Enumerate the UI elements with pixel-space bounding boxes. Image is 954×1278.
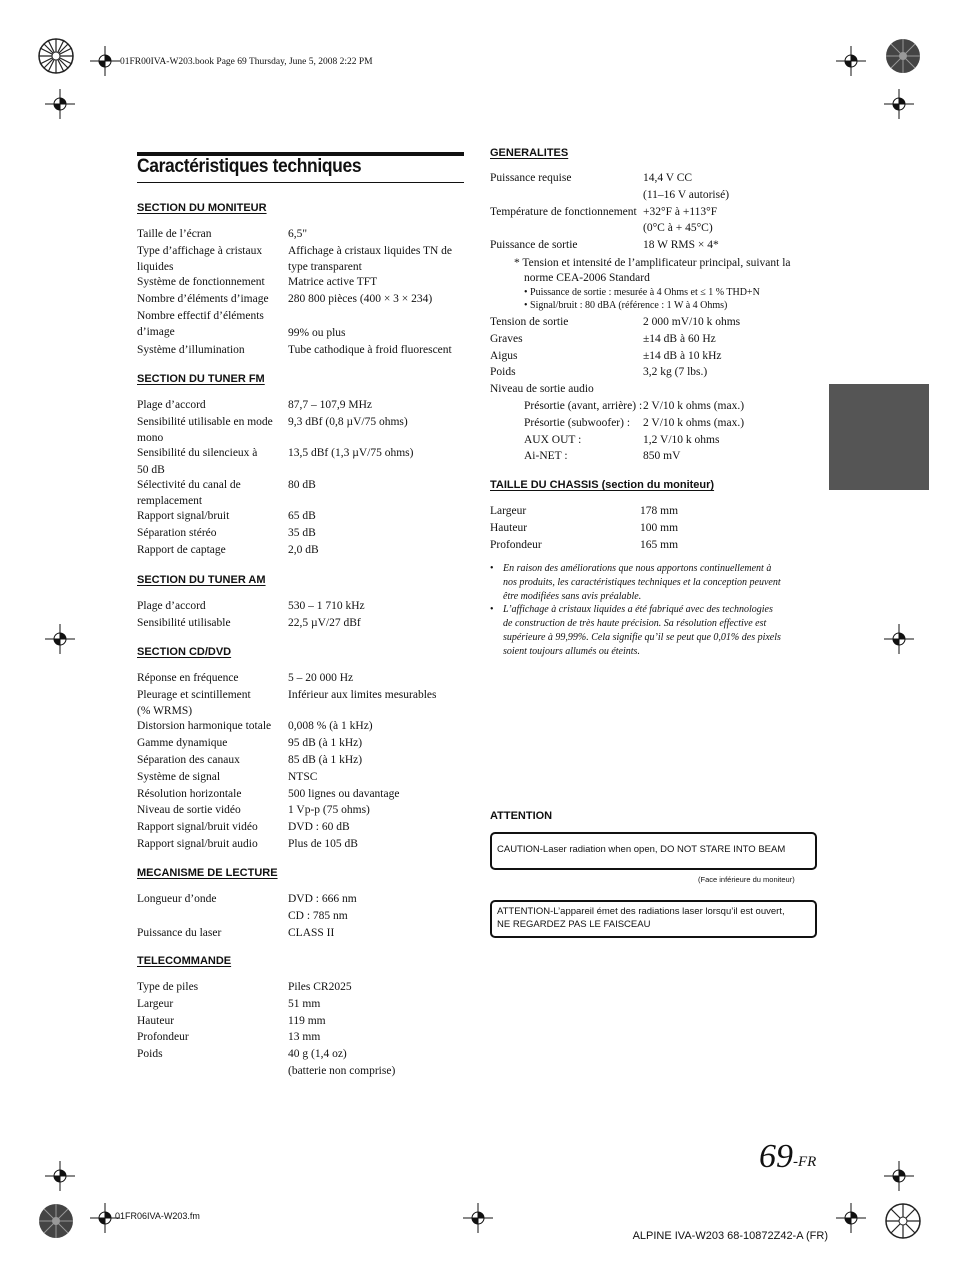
spec-label: Sensibilité utilisable — [137, 616, 231, 629]
spec-value: 850 mV — [643, 450, 681, 463]
spec-value: (batterie non comprise) — [288, 1065, 396, 1077]
section-heading-fm: SECTION DU TUNER FM — [137, 373, 265, 385]
spec-row — [137, 477, 467, 510]
spec-label: Distorsion harmonique totale — [137, 720, 272, 733]
caution-caption: (Face inférieure du moniteur) — [698, 875, 795, 884]
spec-row — [137, 291, 467, 308]
spec-value: NTSC — [288, 770, 318, 783]
spec-value-continued: (0°C à + 45°C) — [643, 222, 713, 234]
spec-label-continued: mono — [137, 432, 164, 445]
spec-value: 1 Vp-p (75 ohms) — [288, 804, 370, 817]
spec-label: Rapport signal/bruit vidéo — [137, 821, 258, 834]
file-info-header: 01FR00IVA-W203.book Page 69 Thursday, June 5, 2008 2:22 PM — [120, 57, 373, 67]
spec-row — [137, 325, 467, 342]
spec-row — [137, 891, 467, 908]
spec-value: 40 g (1,4 oz) — [288, 1048, 347, 1061]
spec-value: 3,2 kg (7 lbs.) — [643, 366, 708, 379]
attention-text-line-2: NE REGARDEZ PAS LE FAISCEAU — [497, 919, 651, 930]
section-heading-am: SECTION DU TUNER AM — [137, 574, 266, 586]
registration-mark-top-right — [883, 36, 923, 76]
spec-label-continued: 50 dB — [137, 463, 165, 476]
spec-label: Type de piles — [137, 981, 199, 993]
attention-label-box — [490, 900, 817, 938]
crosshair-top-right-a — [836, 46, 866, 76]
spec-label: Niveau de sortie vidéo — [137, 804, 241, 817]
spec-row — [490, 381, 820, 398]
spec-label: Rapport signal/bruit — [137, 510, 230, 523]
spec-row — [137, 979, 467, 996]
spec-label: Séparation stéréo — [137, 527, 217, 540]
spec-row — [137, 542, 467, 559]
spec-value: Plus de 105 dB — [288, 837, 358, 850]
registration-mark-top-left — [36, 36, 76, 76]
spec-value: Affichage à cristaux liquides TN de — [288, 244, 453, 257]
spec-label: Graves — [490, 332, 523, 345]
spec-label: AUX OUT : — [524, 433, 582, 446]
spec-row — [490, 520, 820, 537]
spec-row — [137, 718, 467, 735]
spec-label-continued: (% WRMS) — [137, 705, 193, 718]
note-bullet: • — [490, 604, 494, 616]
spec-label: Puissance requise — [490, 172, 572, 184]
spec-value: Piles CR2025 — [288, 981, 352, 993]
spec-label: Profondeur — [137, 1031, 189, 1044]
note-line: En raison des améliorations que nous apportons continuellement à — [503, 563, 772, 574]
spec-label-continued: liquides — [137, 261, 174, 274]
spec-label: Sensibilité du silencieux à — [137, 447, 258, 460]
spec-label: Présortie (subwoofer) : — [524, 416, 631, 429]
spec-row — [137, 769, 467, 786]
spec-value: 119 mm — [288, 1014, 326, 1027]
spec-label: Plage d’accord — [137, 600, 206, 612]
section-heading-monitor: SECTION DU MONITEUR — [137, 202, 267, 214]
spec-value: 9,3 dBf (0,8 µV/75 ohms) — [288, 415, 408, 428]
note-line: nos produits, les caractéristiques techniques et la conception peuvent — [503, 576, 781, 588]
spec-row-power — [490, 170, 820, 187]
note-line: être modifiées sans avis préalable. — [503, 590, 642, 602]
spec-label: Type d’affichage à cristaux — [137, 244, 263, 257]
section-heading-general: GENERALITES — [490, 147, 569, 159]
spec-label: Nombre effectif d’éléments d’image — [137, 309, 264, 339]
spec-row-temperature — [490, 204, 820, 221]
spec-row — [137, 670, 467, 687]
spec-value: CLASS II — [288, 926, 335, 939]
spec-row — [137, 836, 467, 853]
spec-label: Puissance de sortie — [490, 239, 578, 251]
spec-row — [137, 397, 467, 414]
footer-model-code: ALPINE IVA-W203 68-10872Z42-A (FR) — [632, 1230, 828, 1242]
spec-value: +32°F à +113°F — [643, 206, 718, 218]
spec-value: 100 mm — [640, 521, 679, 534]
page-number: 69 — [759, 1138, 793, 1175]
crosshair-mid-left — [45, 624, 75, 654]
spec-value: CD : 785 nm — [288, 909, 348, 922]
spec-row — [137, 615, 467, 632]
spec-value: 22,5 µV/27 dBf — [288, 616, 361, 629]
spec-row — [137, 752, 467, 769]
attention-heading: ATTENTION — [490, 810, 553, 822]
spec-label: Système de signal — [137, 770, 221, 783]
spec-label: Gamme dynamique — [137, 737, 228, 750]
spec-value: 95 dB (à 1 kHz) — [288, 737, 363, 750]
section-heading-remote: TELECOMMANDE — [137, 955, 232, 967]
spec-row — [490, 331, 820, 348]
spec-value: 280 800 pièces (400 × 3 × 234) — [288, 293, 433, 306]
note-bullet: • — [490, 563, 494, 574]
spec-label: Réponse en fréquence — [137, 672, 239, 684]
spec-value: DVD : 666 nm — [288, 893, 357, 905]
spec-label: Présortie (avant, arrière) : — [524, 400, 643, 412]
title-rule-bottom — [137, 182, 464, 183]
crosshair-bottom-right-b — [884, 1161, 914, 1191]
footnote-bullet-2: • Signal/bruit : 80 dBA (référence : 1 W à 4 Ohms) — [524, 300, 728, 311]
spec-value-continued: type transparent — [288, 261, 362, 274]
spec-label: Rapport de captage — [137, 543, 226, 556]
spec-value: 35 dB — [288, 527, 316, 540]
spec-label: Hauteur — [490, 521, 528, 534]
spec-label: Séparation des canaux — [137, 753, 240, 766]
spec-value: 530 – 1 710 kHz — [288, 600, 365, 612]
note-line: supérieure à 99,99%. Cela signifie qu’il se peut que 0,01% des pixels — [503, 632, 781, 643]
spec-label-continued: remplacement — [137, 495, 203, 508]
spec-value: 2 000 mV/10 k ohms — [643, 316, 741, 328]
spec-value: 178 mm — [640, 505, 679, 517]
spec-row — [137, 687, 467, 720]
caution-text: CAUTION-Laser radiation when open, DO NOT STARE INTO BEAM — [497, 844, 786, 855]
spec-row — [137, 525, 467, 542]
note-line: L’affichage à cristaux liquides a été fabriqué avec des technologies — [503, 604, 773, 616]
spec-value: 51 mm — [288, 997, 321, 1010]
spec-label: Nombre d’éléments d’image — [137, 293, 269, 306]
spec-row — [137, 1029, 467, 1046]
caution-label-box — [490, 832, 817, 870]
spec-row — [490, 314, 820, 331]
spec-row — [137, 1046, 467, 1063]
spec-label: Largeur — [137, 997, 174, 1010]
spec-row — [137, 802, 467, 819]
footer-file-name: 01FR06IVA-W203.fm — [115, 1211, 200, 1221]
registration-mark-bottom-right — [883, 1201, 923, 1241]
registration-mark-bottom-left — [36, 1201, 76, 1241]
spec-value: 85 dB (à 1 kHz) — [288, 753, 363, 766]
page-number-suffix: -FR — [793, 1154, 817, 1170]
section-heading-chassis: TAILLE DU CHASSIS (section du moniteur) — [490, 479, 715, 491]
spec-row — [137, 786, 467, 803]
spec-row — [137, 445, 467, 478]
spec-row — [490, 503, 820, 520]
spec-row — [137, 1063, 467, 1080]
spec-label: Aigus — [490, 349, 518, 362]
crosshair-bottom-left-a — [45, 1161, 75, 1191]
crosshair-mid-right — [884, 624, 914, 654]
spec-value: Inférieur aux limites mesurables — [288, 688, 437, 701]
spec-value: DVD : 60 dB — [288, 821, 350, 834]
crosshair-top-right-b — [884, 89, 914, 119]
spec-value: 6,5" — [288, 228, 308, 240]
spec-row — [524, 432, 854, 449]
spec-label: Taille de l’écran — [137, 228, 212, 240]
spec-row — [490, 364, 820, 381]
spec-row — [137, 414, 467, 447]
spec-label: Système de fonctionnement — [137, 276, 265, 289]
spec-value: 500 lignes ou davantage — [288, 787, 400, 800]
spec-label: Largeur — [490, 505, 527, 517]
spec-row — [137, 342, 467, 359]
spec-row — [137, 735, 467, 752]
spec-row — [524, 415, 854, 432]
spec-row — [137, 226, 467, 243]
spec-value: ±14 dB à 60 Hz — [643, 332, 716, 345]
spec-label: Système d’illumination — [137, 343, 245, 356]
spec-row — [524, 448, 854, 465]
note-line: de construction de très haute précision. Sa résolution effective est — [503, 618, 767, 630]
spec-row — [137, 243, 467, 276]
spec-label: Température de fonctionnement — [490, 206, 637, 218]
spec-value: 13 mm — [288, 1031, 321, 1044]
spec-row-output-power — [490, 237, 820, 254]
spec-label: Hauteur — [137, 1014, 175, 1027]
crosshair-top-left-a — [90, 46, 120, 76]
spec-row — [137, 598, 467, 615]
spec-label: Longueur d’onde — [137, 893, 217, 905]
note-line: soient toujours allumés ou éteints. — [503, 645, 640, 657]
spec-value-continued: (11–16 V autorisé) — [643, 189, 730, 201]
footnote-line-2: norme CEA-2006 Standard — [524, 272, 650, 284]
spec-label: Plage d’accord — [137, 399, 206, 411]
spec-value: 165 mm — [640, 538, 679, 551]
spec-row — [137, 908, 467, 925]
spec-value: 99% ou plus — [288, 326, 346, 339]
spec-label: Tension de sortie — [490, 316, 569, 328]
section-heading-cd: SECTION CD/DVD — [137, 646, 232, 658]
spec-value: 2 V/10 k ohms (max.) — [643, 416, 745, 429]
page-title: Caractéristiques techniques — [137, 156, 362, 177]
spec-value: 0,008 % (à 1 kHz) — [288, 720, 373, 733]
spec-label: Ai-NET : — [524, 450, 568, 463]
spec-row — [524, 398, 854, 415]
spec-label: Puissance du laser — [137, 926, 222, 939]
spec-value: Matrice active TFT — [288, 276, 378, 289]
spec-value: ±14 dB à 10 kHz — [643, 349, 722, 362]
footnote-bullet-1: • Puissance de sortie : mesurée à 4 Ohms et ≤ 1 % THD+N — [524, 287, 760, 298]
spec-row — [137, 1013, 467, 1030]
spec-label: Pleurage et scintillement — [137, 688, 251, 701]
spec-row — [137, 819, 467, 836]
spec-label: Poids — [137, 1048, 163, 1061]
spec-row — [137, 274, 467, 291]
spec-value: 65 dB — [288, 510, 316, 523]
crosshair-top-left-b — [45, 89, 75, 119]
spec-label: Poids — [490, 366, 516, 379]
spec-value: 2 V/10 k ohms (max.) — [643, 400, 745, 412]
spec-value: 14,4 V CC — [643, 172, 693, 184]
spec-label: Rapport signal/bruit audio — [137, 837, 258, 850]
spec-value: 2,0 dB — [288, 543, 319, 556]
spec-label: Niveau de sortie audio — [490, 383, 594, 396]
spec-value: 13,5 dBf (1,3 µV/75 ohms) — [288, 447, 414, 460]
spec-value: Tube cathodique à froid fluorescent — [288, 343, 452, 356]
spec-value: 18 W RMS × 4* — [643, 239, 719, 251]
crosshair-bottom-right-a — [836, 1203, 866, 1233]
footnote-line-1: * Tension et intensité de l’amplificateur principal, suivant la — [514, 257, 791, 269]
spec-value: 1,2 V/10 k ohms — [643, 433, 720, 446]
spec-label: Résolution horizontale — [137, 787, 242, 800]
section-heading-reading: MECANISME DE LECTURE — [137, 867, 278, 879]
spec-label: Profondeur — [490, 538, 542, 551]
spec-row — [137, 925, 467, 942]
spec-row — [137, 996, 467, 1013]
spec-row — [137, 508, 467, 525]
spec-value: 5 – 20 000 Hz — [288, 672, 354, 684]
spec-value: 87,7 – 107,9 MHz — [288, 399, 373, 411]
spec-row — [490, 537, 820, 554]
crosshair-bottom-center — [463, 1203, 493, 1233]
spec-value: 80 dB — [288, 478, 316, 491]
spec-label: Sélectivité du canal de — [137, 478, 241, 491]
spec-label: Sensibilité utilisable en mode — [137, 415, 273, 428]
attention-text-line-1: ATTENTION-L’appareil émet des radiations laser lorsqu’il est ouvert, — [497, 906, 785, 917]
spec-row — [490, 348, 820, 365]
